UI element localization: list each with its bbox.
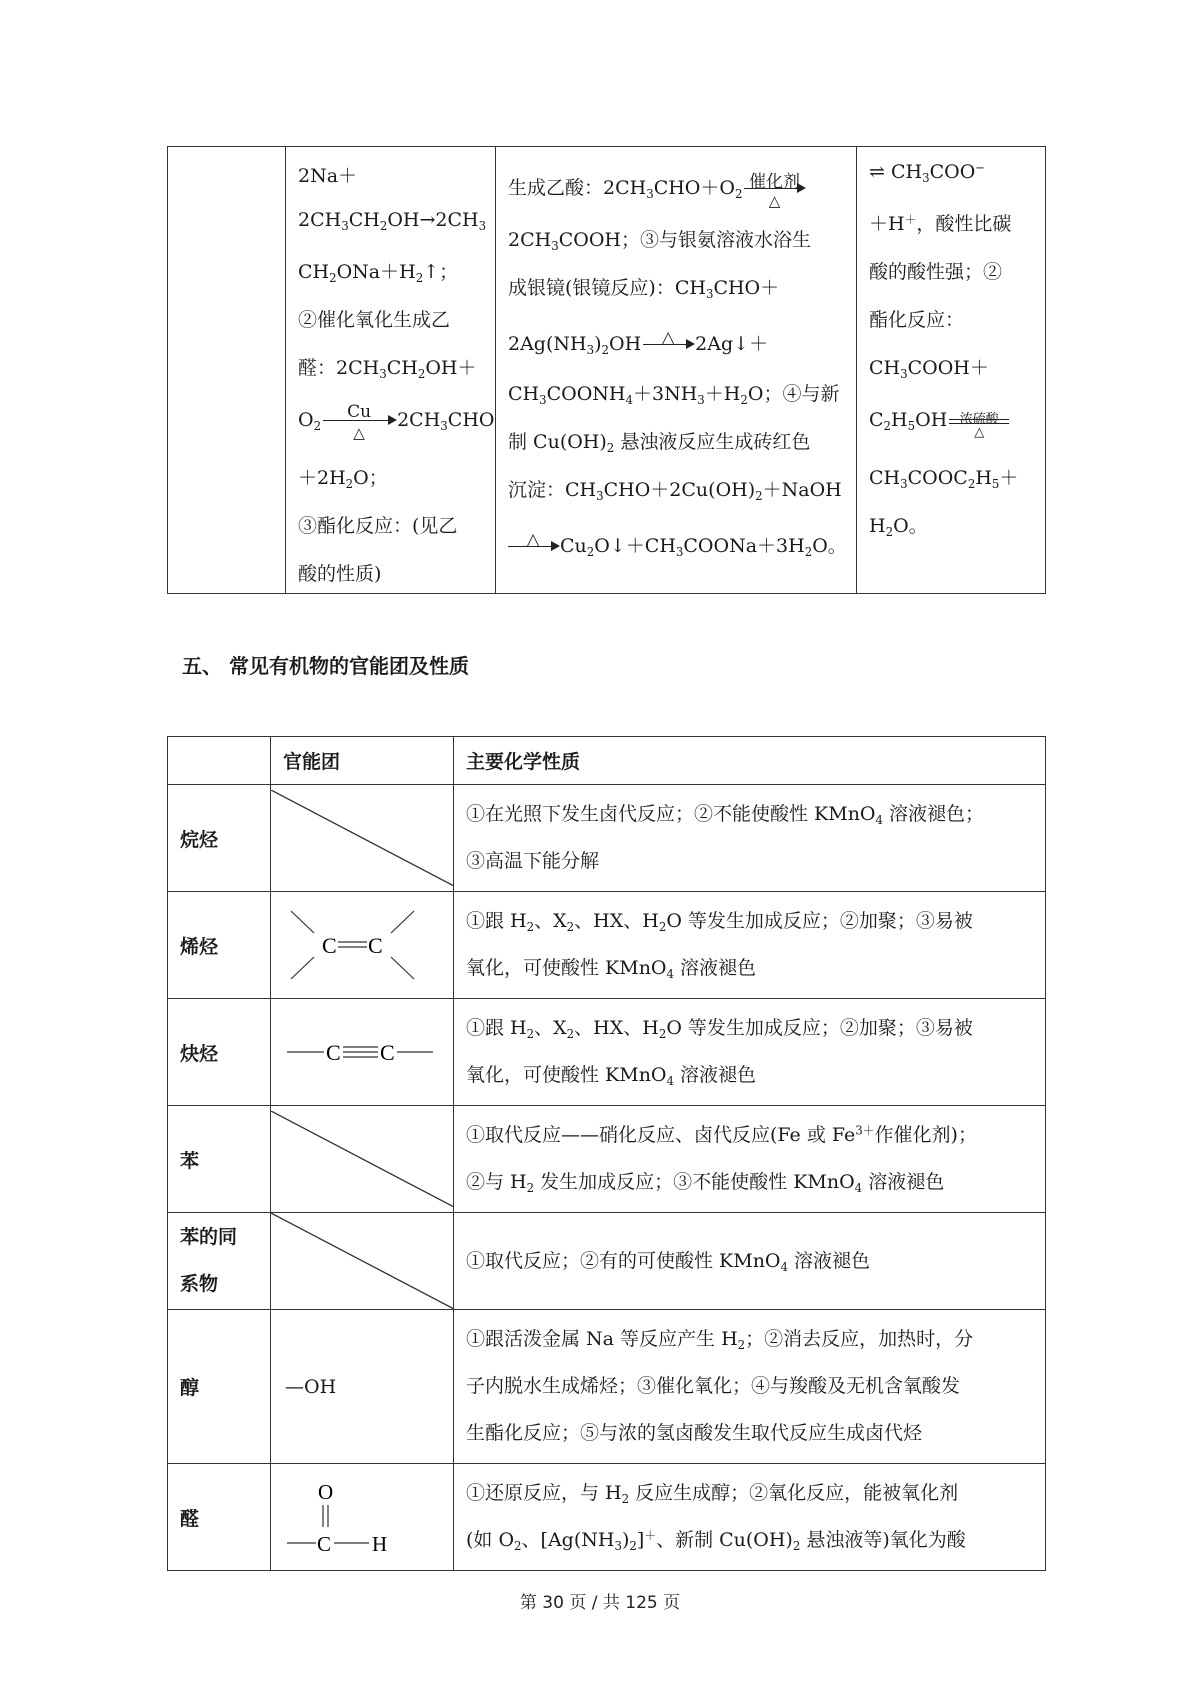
compound-name: 醇 bbox=[168, 1310, 271, 1464]
properties-cell: ①在光照下发生卤代反应；②不能使酸性 KMnO$_4$ 溶液褪色； ③高温下能分解 bbox=[454, 785, 1046, 892]
properties-cell: ①跟活泼金属 Na 等反应产生 $H_2$；②消去反应，加热时，分 子内脱水生成烯烃；③催化氧化；④与羧酸及无机含氧酸发 生酯化反应；⑤与浓的氢卤酸发生取代反应生成卤代烃 bbox=[454, 1310, 1046, 1464]
text-line: 制 $Cu(OH)_2$ 悬浊液反应生成砖红色 bbox=[508, 431, 811, 455]
text-line: $C_2H_5OH$ 浓硫酸 △ bbox=[869, 409, 1037, 431]
alkene-group-structure bbox=[271, 892, 454, 999]
text-line: 沉淀：$CH_3CHO+2Cu(OH)_2+NaOH$ bbox=[508, 479, 842, 503]
svg-text:H: H bbox=[372, 1532, 388, 1556]
diagonal-empty-cell bbox=[271, 1106, 454, 1213]
table-row bbox=[168, 1213, 1046, 1310]
hydroxyl-group: —OH bbox=[271, 1310, 454, 1464]
svg-text:C: C bbox=[317, 1532, 332, 1556]
text-line: $CH_3COOH+$ bbox=[869, 357, 989, 381]
text-line: $2Ag(NH_3)_2OH$ △ 2Ag↓＋ bbox=[508, 328, 769, 357]
header-cell bbox=[168, 737, 271, 785]
compound-name: 醛 bbox=[168, 1464, 271, 1571]
text-line: ＋H＋，酸性比碳 bbox=[869, 212, 1012, 235]
properties-cell: ①跟 $H_2$、$X_2$、HX、$H_2O$ 等发生加成反应；②加聚；③易被 氧化，可使酸性 KMnO$_4$ 溶液褪色 bbox=[454, 892, 1046, 999]
top-table bbox=[167, 146, 1046, 594]
alkene-double-bond-icon bbox=[271, 897, 454, 993]
compound-name: 苯 bbox=[168, 1106, 271, 1213]
text-line: $2CH_3CH_2OH\to 2CH_3$ bbox=[298, 209, 487, 233]
compound-name: 烯烃 bbox=[168, 892, 271, 999]
properties-cell: ①跟 $H_2$、$X_2$、HX、$H_2O$ 等发生加成反应；②加聚；③易被 氧化，可使酸性 KMnO$_4$ 溶液褪色 bbox=[454, 999, 1046, 1106]
compound-name: 苯的同 系物 bbox=[168, 1213, 271, 1310]
text-line: $O_2$ Cu △ $2CH_3CHO$ bbox=[298, 402, 495, 442]
properties-cell: ①取代反应；②有的可使酸性 KMnO$_4$ 溶液褪色 bbox=[454, 1213, 1046, 1310]
aldehyde-group-structure bbox=[271, 1464, 454, 1571]
equilibrium-arrow-icon: ⇌ bbox=[869, 161, 885, 183]
text-line: 成银镜(银镜反应)：$CH_3CHO+$ bbox=[508, 277, 780, 301]
svg-text:C: C bbox=[368, 933, 383, 958]
text-line: $CH_2ONa+H_2↑$； bbox=[298, 261, 459, 285]
header-cell: 官能团 bbox=[271, 737, 454, 785]
text-line: 生成乙酸：$2CH_3CHO+O_2$ 催化剂 △ bbox=[508, 173, 848, 200]
text-line: $+2H_2O$； bbox=[298, 467, 388, 491]
diagonal-line bbox=[271, 1111, 454, 1207]
svg-text:C: C bbox=[380, 1040, 395, 1065]
text-line: ②催化氧化生成乙 bbox=[298, 309, 451, 331]
top-table-cell-acetic-acid bbox=[857, 147, 1046, 594]
diagonal-line bbox=[271, 1213, 454, 1309]
properties-cell: ①还原反应，与 $H_2$ 反应生成醇；②氧化反应，能被氧化剂 (如 $O_2$、$[Ag(NH_3)_2]^+$、新制 $Cu(OH)_2$ 悬浊液等)氧化为酸 bbox=[454, 1464, 1046, 1571]
page-footer: 第 30 页 / 共 125 页 bbox=[519, 1593, 681, 1613]
text-line: $2CH_3COOH$；③与银氨溶液水浴生 bbox=[508, 229, 811, 253]
text-line: $CH_3COOC_2H_5+$ bbox=[869, 467, 1019, 491]
diagonal-line bbox=[271, 790, 454, 886]
table-row bbox=[168, 1106, 1046, 1213]
compound-name: 炔烃 bbox=[168, 999, 271, 1106]
table-row bbox=[168, 892, 1046, 999]
svg-text:O: O bbox=[318, 1480, 334, 1504]
svg-text:C: C bbox=[326, 1040, 341, 1065]
compound-name: 烷烃 bbox=[168, 785, 271, 892]
table-row bbox=[168, 1310, 1046, 1464]
text-line: ③酯化反应：(见乙 bbox=[298, 515, 458, 537]
top-table-cell-acetaldehyde bbox=[496, 147, 857, 594]
text-line: 醛：$2CH_3CH_2OH+$ bbox=[298, 357, 477, 381]
top-table-cell-ethanol bbox=[286, 147, 496, 594]
aldehyde-group-icon bbox=[271, 1469, 454, 1565]
text-line: 酸的酸性强；② bbox=[869, 261, 1003, 283]
text-line: 2Na＋ bbox=[298, 165, 358, 187]
text-line: 酸的性质) bbox=[298, 563, 382, 585]
top-table-cell-empty bbox=[168, 147, 286, 594]
text-line: 酯化反应： bbox=[869, 309, 965, 331]
diagonal-empty-cell bbox=[271, 1213, 454, 1310]
alkyne-group-structure bbox=[271, 999, 454, 1106]
header-cell: 主要化学性质 bbox=[454, 737, 1046, 785]
table-header-row bbox=[168, 737, 1046, 785]
text-line: △ $Cu_2O↓+CH_3COONa+3H_2O$。 bbox=[508, 531, 848, 558]
alkyne-triple-bond-icon bbox=[271, 1004, 454, 1100]
text-line: ⇌ $CH_3COO^-$ bbox=[869, 160, 986, 185]
svg-text:C: C bbox=[322, 933, 337, 958]
text-line: $H_2O$。 bbox=[869, 515, 928, 539]
section-heading: 五、 常见有机物的官能团及性质 bbox=[182, 654, 469, 678]
table-row bbox=[168, 1464, 1046, 1571]
table-row bbox=[168, 785, 1046, 892]
diagonal-empty-cell bbox=[271, 785, 454, 892]
table-row bbox=[168, 999, 1046, 1106]
properties-cell: ①取代反应——硝化反应、卤代反应(Fe 或 $Fe^{3+}$作催化剂)； ②与 $H_2$ 发生加成反应；③不能使酸性 KMnO$_4$ 溶液褪色 bbox=[454, 1106, 1046, 1213]
functional-group-table bbox=[167, 736, 1046, 1571]
text-line: $CH_3COONH_4+3NH_3+H_2O$；④与新 bbox=[508, 383, 840, 407]
